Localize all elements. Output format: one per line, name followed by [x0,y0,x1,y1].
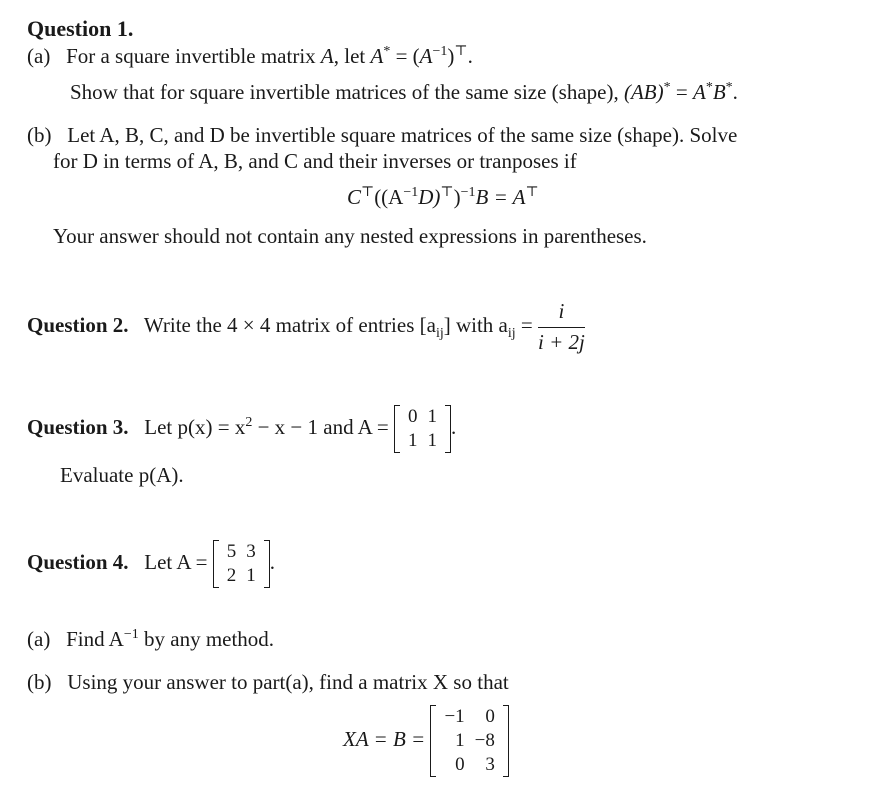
q1b-equation: $C^⊤((A^{-1}D)^⊤)^{-1}B = A^⊤$ [347,185,539,209]
q3-title: Question 3. [27,414,129,439]
q1a-show-line: Show that for square invertible matrices of the same size (shape), (AB)* = A*B*. [70,80,738,104]
q2-title: Question 2. [27,312,129,337]
q3-line: Question 3. Let $p(x) = x^2 - x - 1$ and A = 0 1 1 1 . [27,406,457,451]
q4b-matrix: −1 0 1 −8 0 3 [430,705,508,777]
q1a-text: For a square invertible matrix [66,44,316,68]
q4-title: Question 4. [27,549,129,574]
q4-line: Question 4. Let A = 5 3 2 1 . [27,541,275,586]
q1b-line1: (b) Let A, B, C, and D be invertible square matrices of the same size (shape). Solve [27,123,738,147]
q1a-line: (a) For a square invertible matrix A, let $A^* = (A^{-1})^⊤$. [27,44,473,68]
q2-fraction: $\frac{i}{i + 2j}$ [538,299,585,354]
q1a-label: (a) [27,44,51,68]
q3-matrix: 0 1 1 1 [394,405,451,453]
q1b-note: Your answer should not contain any nested expressions in parentheses. [53,224,647,248]
q1-title: Question 1. [27,16,134,41]
q4-matrix: 5 3 2 1 [213,540,270,588]
q4b-line: (b) Using your answer to part(a), find a matrix X so that [27,670,509,694]
q4a-line: (a) Find $A^{-1}$ by any method. [27,627,275,651]
q1b-line2: for D in terms of A, B, and C and their inverses or tranposes if [53,149,577,173]
q1b-label: (b) [27,123,52,147]
q4b-equation: XA = B = −1 0 1 −8 0 3 [343,705,509,777]
q3-evaluate: Evaluate p(A). [60,463,184,487]
q2-line: Question 2. Write the 4 × 4 matrix of entries $[a_{ij}]$ with $a_{ij}$ = $\frac{i}{i + 2j}$ [27,299,585,354]
